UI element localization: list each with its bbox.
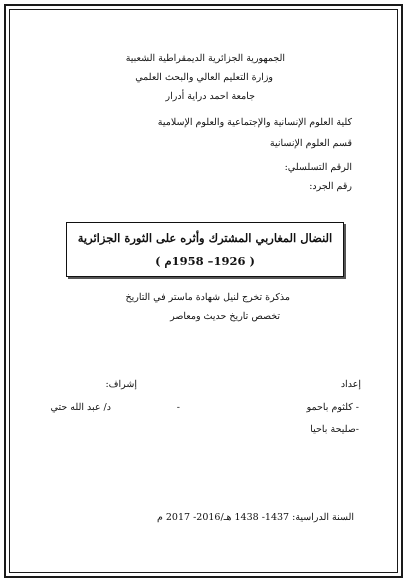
- university-line: جامعة احمد دراية أدرار: [165, 91, 255, 102]
- thesis-years: ( 1926– 1958م ): [155, 254, 255, 268]
- thesis-title: النضال المغاربي المشترك وأثره على الثورة الجزائرية: [77, 231, 333, 245]
- student-name-2: -صليحة باحيا: [310, 424, 359, 435]
- title-box: [66, 222, 344, 277]
- faculty-line: كلية العلوم الإنسانية والإجتماعية والعلوم الإسلامية: [157, 117, 352, 128]
- prepared-by-label: إعداد: [340, 379, 361, 390]
- thesis-purpose: مذكرة تخرج لنيل شهادة ماستر في التاريخ: [125, 292, 290, 303]
- republic-line: الجمهورية الجزائرية الديمقراطية الشعبية: [125, 53, 285, 64]
- supervisor-name: د/ عبد الله حتي: [50, 402, 111, 413]
- thesis-specialty: تخصص تاريخ حديث ومعاصر: [170, 311, 280, 322]
- serial-number-label: الرقم التسلسلي:: [284, 162, 352, 173]
- student-name-1: - كلثوم باحمو: [306, 402, 359, 413]
- department-line: قسم العلوم الإنسانية: [269, 138, 352, 149]
- academic-year: السنة الدراسية: 1437- 1438 هـ/2016- 2017 م: [156, 512, 354, 523]
- supervision-label: إشراف:: [105, 379, 137, 390]
- ministry-line: وزارة التعليم العالي والبحث العلمي: [135, 72, 273, 83]
- supervisor-dash: -: [176, 402, 180, 413]
- inventory-number-label: رقم الجرد:: [309, 181, 352, 192]
